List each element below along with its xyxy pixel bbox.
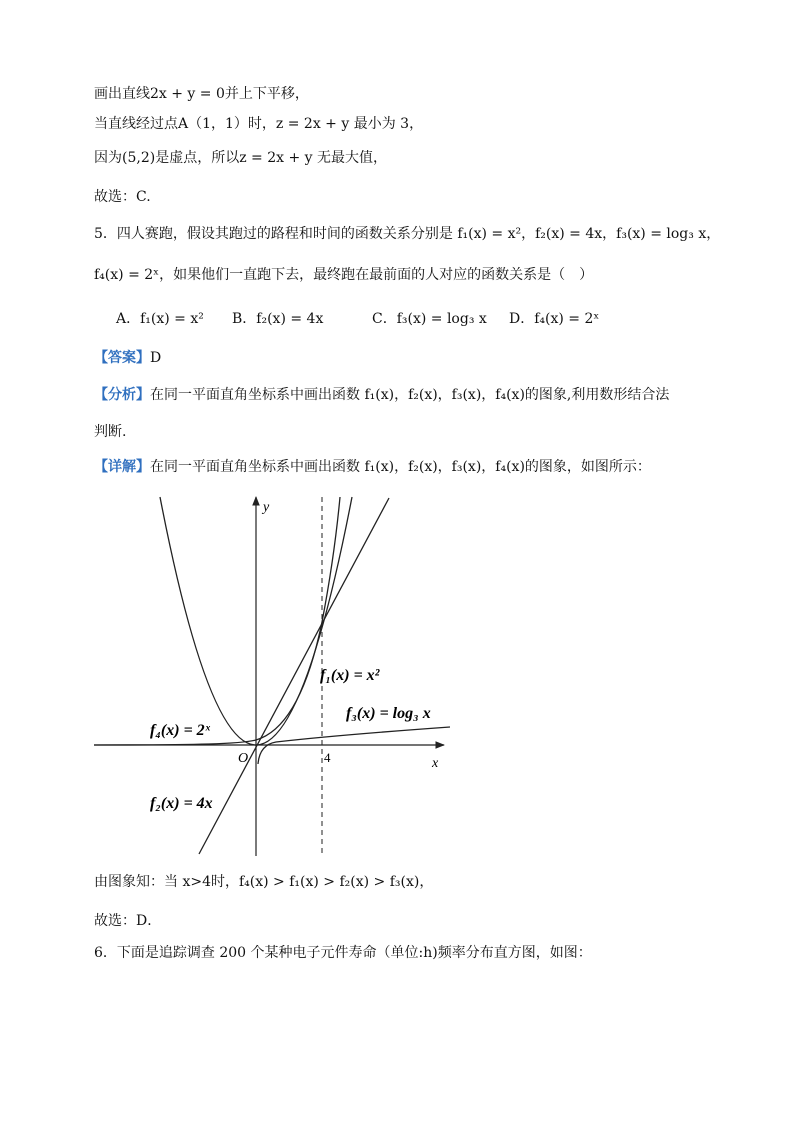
label-f1: f₁(x) = x²: [320, 667, 380, 684]
option-b: B．f₂(x) = 4x: [232, 311, 324, 327]
answer-value: D: [150, 350, 162, 366]
curve-f4-exp: [94, 497, 340, 745]
option-a: A．f₁(x) = x²: [116, 311, 204, 327]
option-c: C．f₃(x) = log₃ x: [372, 311, 487, 327]
choose-line: 故选：D．: [94, 913, 162, 929]
analysis-text: 在同一平面直角坐标系中画出函数 f₁(x)，f₂(x)，f₃(x)，f₄(x)的图象,利用数形结合法: [150, 387, 670, 403]
conclusion-line: 由图象知：当 x>4时，f₄(x) > f₁(x) > f₂(x) > f₃(x)，: [94, 874, 434, 890]
text-line-3: 因为(5,2)是虚点，所以z = 2x + y 无最大值，: [94, 150, 387, 166]
detail-tag: 【详解】: [94, 459, 150, 475]
question-5-line-1: 5．四人赛跑，假设其跑过的路程和时间的函数关系分别是 f₁(x) = x²，f₂(x) = 4x，f₃(x) = log₃ x，: [94, 226, 721, 242]
analysis-tag: 【分析】: [94, 387, 150, 403]
label-f4: f₄(x) = 2ˣ: [150, 722, 211, 739]
text-line-2: 当直线经过点A（1，1）时，z = 2x + y 最小为 3，: [94, 116, 424, 132]
text-line-4: 故选：C.: [94, 189, 151, 205]
question-6-line: 6．下面是追踪调查 200 个某种电子元件寿命（单位:h)频率分布直方图，如图：: [94, 945, 592, 961]
axis-x-label: x: [432, 756, 439, 771]
label-f3: f₃(x) = log₃ x: [346, 705, 431, 722]
answer-tag: 【答案】: [94, 350, 150, 366]
origin-label: O: [238, 751, 249, 766]
detail-text: 在同一平面直角坐标系中画出函数 f₁(x)，f₂(x)，f₃(x)，f₄(x)的图象，如图所示：: [150, 459, 651, 475]
analysis-line-2: 判断.: [94, 424, 127, 440]
question-5-line-2: f₄(x) = 2ˣ，如果他们一直跑下去，最终跑在最前面的人对应的函数关系是（ ）: [94, 267, 594, 283]
tick-4-label: 4: [324, 750, 331, 765]
option-d: D．f₄(x) = 2ˣ: [509, 311, 600, 327]
label-f2: f₂(x) = 4x: [150, 795, 213, 812]
axis-y-label: y: [263, 500, 270, 515]
text-line-1: 画出直线2x + y = 0并上下平移，: [94, 86, 309, 102]
